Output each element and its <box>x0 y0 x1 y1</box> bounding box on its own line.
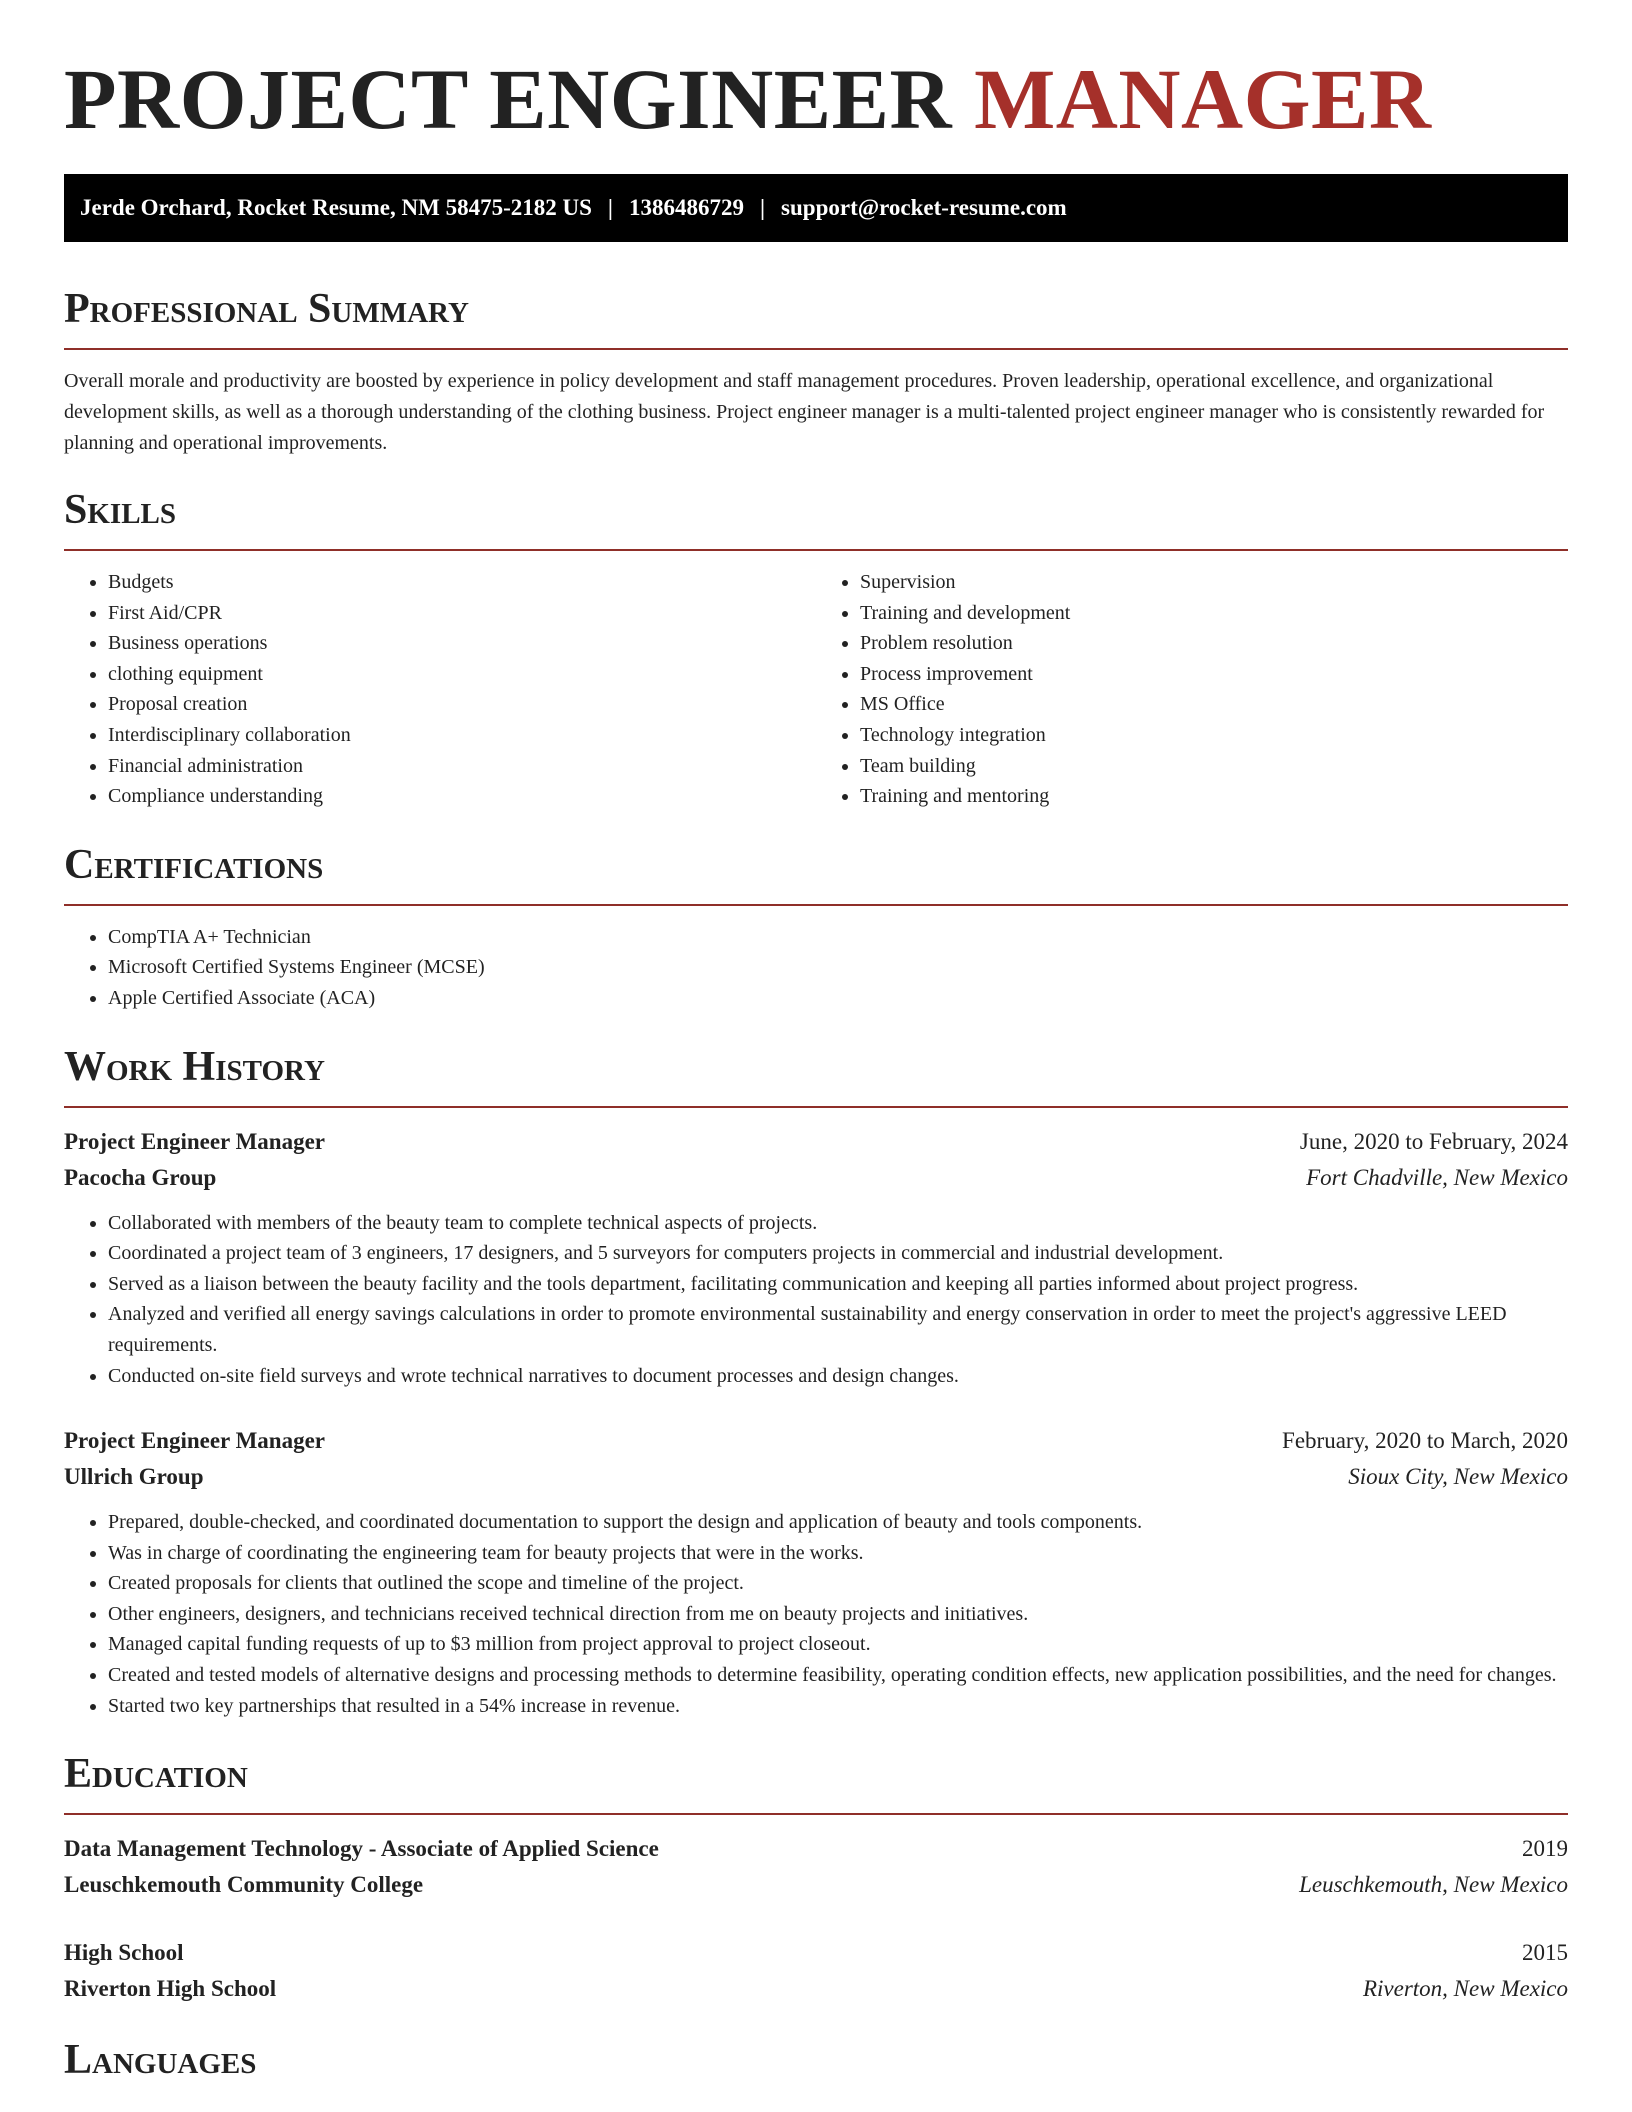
job-role: Project Engineer Manager <box>64 1428 326 1454</box>
job-bullet: • Started two key partnerships that resulted in a 54% increase in revenue. <box>108 1691 1568 1722</box>
job-bullet: • Conducted on-site field surveys and wrote technical narratives to document processes and design changes. <box>108 1361 1568 1392</box>
section-divider <box>64 1813 1568 1815</box>
job-bullet: • Served as a liaison between the beauty facility and the tools department, facilitating communication and keeping all parties informed about project progress. <box>108 1269 1568 1300</box>
skill-item: • Interdisciplinary collaboration <box>108 720 816 751</box>
certifications-section <box>64 841 1568 1014</box>
job-company: Ullrich Group <box>64 1464 204 1490</box>
skill-item: • MS Office <box>860 689 1568 720</box>
contact-separator: | <box>607 195 613 220</box>
languages-section <box>64 2037 1568 2084</box>
summary-text: Overall morale and productivity are boosted by experience in policy development and staff management procedures. Proven leadership, operational excellence, and organizational development skills, as well as a thorough understanding of the clothing business. Project engineer manager is a multi-talented project engineer manager who is consistently rewarded for planning and operational improvements. <box>64 370 1545 454</box>
job-dates: June, 2020 to February, 2024 <box>1299 1128 1568 1154</box>
skill-item: • Proposal creation <box>108 689 816 720</box>
section-divider <box>64 1106 1568 1108</box>
skill-item: • Process improvement <box>860 659 1568 690</box>
job-company-row <box>64 1160 1568 1196</box>
certification-item: • Microsoft Certified Systems Engineer (MCSE) <box>108 952 1568 983</box>
skill-item: • Problem resolution <box>860 628 1568 659</box>
resume-name <box>64 51 1568 147</box>
section-divider <box>64 348 1568 350</box>
skill-item: • clothing equipment <box>108 659 816 690</box>
education-location: Riverton, New Mexico <box>1362 1976 1568 2002</box>
job-company: Pacocha Group <box>64 1164 217 1190</box>
contact-email[interactable]: support@rocket-resume.com <box>781 195 1067 220</box>
education-location: Leuschkemouth, New Mexico <box>1299 1872 1568 1898</box>
job-role: Project Engineer Manager <box>64 1128 326 1154</box>
skills-heading: Skills <box>64 487 177 533</box>
job-bullet: • Other engineers, designers, and technicians received technical direction from me on beauty projects and initiatives. <box>108 1599 1568 1630</box>
job-bullet: • Analyzed and verified all energy savings calculations in order to promote environmental sustainability and energy conservation in order to meet the project's aggressive LEED requirements. <box>108 1299 1568 1360</box>
skills-list-left <box>64 567 816 812</box>
skill-item: • Supervision <box>860 567 1568 598</box>
job-bullets <box>64 1507 1568 1721</box>
education-degree-row <box>64 1935 1568 1971</box>
job-bullet: • Prepared, double-checked, and coordinated documentation to support the design and application of beauty and tools components. <box>108 1507 1568 1538</box>
education-school: Leuschkemouth Community College <box>64 1872 424 1898</box>
skills-section <box>64 489 1568 812</box>
contact-bar <box>64 174 1568 242</box>
job-bullet: • Created proposals for clients that outlined the scope and timeline of the project. <box>108 1568 1568 1599</box>
certifications-list <box>64 922 1568 1014</box>
summary-section <box>64 288 1568 459</box>
skill-item: • Budgets <box>108 567 816 598</box>
education-section <box>64 1753 1568 2007</box>
job-entry <box>64 1124 1568 1392</box>
job-bullet: • Coordinated a project team of 3 engineers, 17 designers, and 5 surveyors for computers projects in commercial and industrial development. <box>108 1238 1568 1269</box>
skills-grid <box>64 567 1568 812</box>
certification-item: • Apple Certified Associate (ACA) <box>108 983 1568 1014</box>
education-year: 2019 <box>1522 1836 1568 1862</box>
job-bullet: • Was in charge of coordinating the engineering team for beauty projects that were in the works. <box>108 1538 1568 1569</box>
skill-item: • Business operations <box>108 628 816 659</box>
job-bullet: • Created and tested models of alternative designs and processing methods to determine feasibility, operating condition effects, new application possibilities, and the need for changes. <box>108 1660 1568 1691</box>
skill-item: • Training and development <box>860 598 1568 629</box>
education-entry <box>64 1831 1568 1903</box>
job-header-row <box>64 1423 1568 1459</box>
job-bullets <box>64 1208 1568 1392</box>
education-school: Riverton High School <box>64 1976 277 2002</box>
languages-heading: Languages <box>64 2037 257 2084</box>
skill-item: • Training and mentoring <box>860 781 1568 812</box>
education-degree-row <box>64 1831 1568 1867</box>
skill-item: • Compliance understanding <box>108 781 816 812</box>
job-bullet: • Managed capital funding requests of up to $3 million from project approval to project closeout. <box>108 1629 1568 1660</box>
education-degree: Data Management Technology - Associate of Applied Science <box>64 1836 659 1862</box>
job-location: Sioux City, New Mexico <box>1348 1464 1568 1490</box>
contact-address: Jerde Orchard, Rocket Resume, NM 58475-2182 US <box>80 195 592 220</box>
section-divider <box>64 904 1568 906</box>
education-school-row <box>64 1867 1568 1903</box>
work-history-section <box>64 1043 1568 1722</box>
skill-item: • First Aid/CPR <box>108 598 816 629</box>
job-header-row <box>64 1124 1568 1160</box>
job-company-row <box>64 1459 1568 1495</box>
work-history-heading: Work History <box>64 1043 325 1090</box>
skills-list-right <box>816 567 1568 812</box>
summary-heading: Professional Summary <box>64 286 469 332</box>
name-last: MANAGER <box>974 51 1432 147</box>
skill-item: • Technology integration <box>860 720 1568 751</box>
contact-phone: 1386486729 <box>628 195 744 220</box>
education-degree: High School <box>64 1940 184 1966</box>
job-bullet: • Collaborated with members of the beauty team to complete technical aspects of projects. <box>108 1208 1568 1239</box>
name-first: PROJECT ENGINEER <box>64 51 953 147</box>
section-divider <box>64 549 1568 551</box>
certifications-heading: Certifications <box>64 841 324 888</box>
education-school-row <box>64 1971 1568 2007</box>
skill-item: • Team building <box>860 751 1568 782</box>
education-entry <box>64 1935 1568 2007</box>
education-heading: Education <box>64 1751 248 1798</box>
contact-separator: | <box>759 195 766 220</box>
certification-item: • CompTIA A+ Technician <box>108 922 1568 953</box>
job-dates: February, 2020 to March, 2020 <box>1282 1428 1568 1454</box>
job-entry <box>64 1423 1568 1721</box>
skill-item: • Financial administration <box>108 751 816 782</box>
education-year: 2015 <box>1522 1940 1568 1966</box>
job-location: Fort Chadville, New Mexico <box>1306 1164 1568 1190</box>
